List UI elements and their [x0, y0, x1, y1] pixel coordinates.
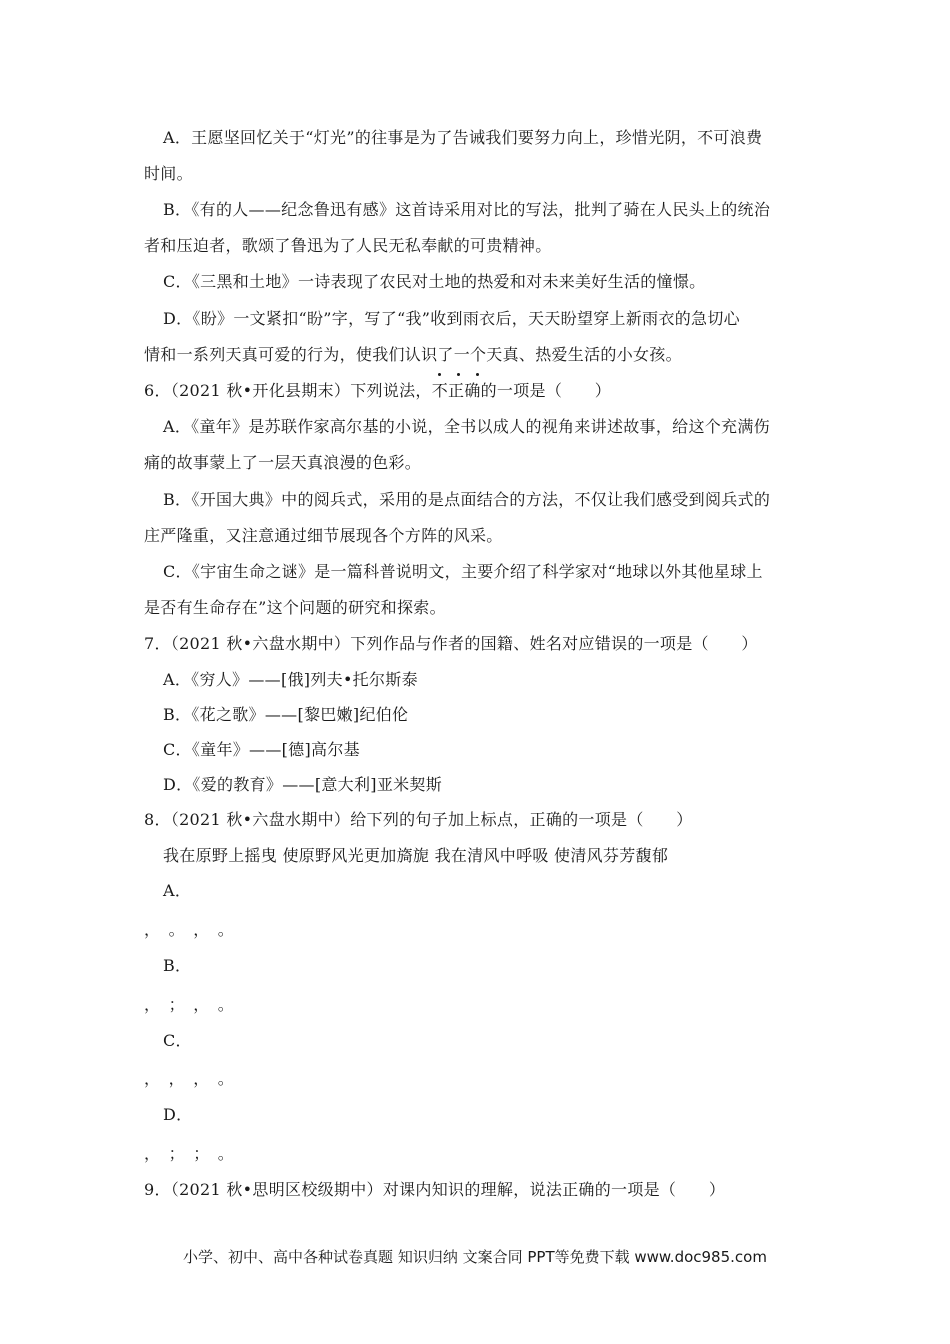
q6-option-b-line1: B．《开国大典》中的阅兵式，采用的是点面结合的方法，不仅让我们感受到阅兵式的: [163, 490, 771, 509]
q7-stem: 7．（2021 秋•六盘水期中）下列作品与作者的国籍、姓名对应错误的一项是（ ）: [144, 634, 758, 653]
q8-option-b-label: B．: [163, 956, 192, 975]
q8-option-d-marks: ， ； ； 。: [144, 1144, 235, 1163]
q8-option-a-label: A．: [163, 881, 192, 900]
q8-sentence: 我在原野上摇曳 使原野风光更加旖旎 我在清风中呼吸 使清风芬芳馥郁: [163, 846, 669, 865]
q8-option-d-label: D．: [163, 1105, 193, 1124]
q7-option-d: D．《爱的教育》——[意大利]亚米契斯: [163, 775, 443, 794]
q5-option-d-line2: 情和一系列天真可爱的行为，使我们认识了一个天真、热爱生活的小女孩。: [144, 345, 682, 364]
q5-option-a-line1: A．王愿坚回忆关于“灯光”的往事是为了告诫我们要努力向上，珍惜光阴，不可浪费: [163, 128, 763, 147]
q5-option-c-line1: C．《三黑和土地》一诗表现了农民对土地的热爱和对未来美好生活的憧憬。: [163, 272, 706, 291]
q5-option-d-line1: D．《盼》一文紧扣“盼”字，写了“我”收到雨衣后，天天盼望穿上新雨衣的急切心: [163, 309, 740, 328]
q8-option-b-marks: ， ； ， 。: [144, 995, 235, 1014]
q6-option-c-line2: 是否有生命存在”这个问题的研究和探索。: [144, 598, 446, 617]
q8-option-c-marks: ， ， ， 。: [144, 1069, 235, 1088]
q6-option-c-line1: C．《宇宙生命之谜》是一篇科普说明文，主要介绍了科学家对“地球以外其他星球上: [163, 562, 763, 581]
q5-option-b-line2: 者和压迫者，歌颂了鲁迅为了人民无私奉献的可贵精神。: [144, 236, 552, 255]
q6-option-a-line1: A．《童年》是苏联作家高尔基的小说，全书以成人的视角来讲述故事，给这个充满伤: [163, 417, 770, 436]
q8-option-a-marks: ， 。 ， 。: [144, 920, 235, 939]
q7-option-a: A．《穷人》——[俄]列夫•托尔斯泰: [163, 670, 418, 689]
q9-stem: 9．（2021 秋•思明区校级期中）对课内知识的理解，说法正确的一项是（ ）: [144, 1180, 726, 1199]
page-footer: 小学、初中、高中各种试卷真题 知识归纳 文案合同 PPT等免费下载 www.doc985.com: [183, 1248, 767, 1266]
q6-stem: 6．（2021 秋•开化县期末）下列说法，不正确的一项是（ ）: [144, 381, 612, 400]
q8-option-c-label: C．: [163, 1031, 192, 1050]
emphasis-dots: [438, 373, 498, 379]
q7-option-c: C．《童年》——[德]高尔基: [163, 740, 360, 759]
q8-stem: 8．（2021 秋•六盘水期中）给下列的句子加上标点，正确的一项是（ ）: [144, 810, 693, 829]
q6-option-b-line2: 庄严隆重，又注意通过细节展现各个方阵的风采。: [144, 526, 503, 545]
q7-option-b: B．《花之歌》——[黎巴嫩]纪伯伦: [163, 705, 409, 724]
q5-option-b-line1: B．《有的人——纪念鲁迅有感》这首诗采用对比的写法，批判了骑在人民头上的统治: [163, 200, 771, 219]
q5-option-a-line2: 时间。: [144, 164, 193, 183]
q6-option-a-line2: 痛的故事蒙上了一层天真浪漫的色彩。: [144, 453, 422, 472]
